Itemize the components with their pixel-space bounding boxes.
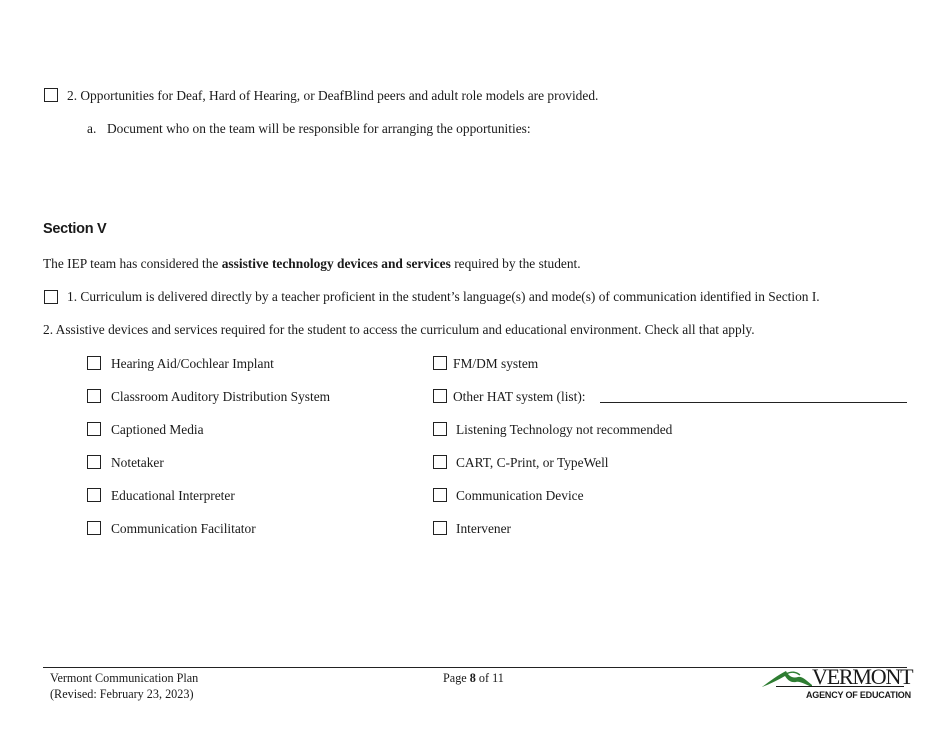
page-current: 8	[469, 671, 476, 685]
option-listening-not-recommended-checkbox[interactable]	[433, 422, 447, 436]
option-captioned-media-checkbox[interactable]	[87, 422, 101, 436]
logo-vermont-text: VERMONT	[812, 664, 913, 689]
page-suffix: of 11	[475, 671, 504, 685]
option-communication-device-label: Communication Device	[456, 488, 584, 503]
other-hat-fill-line[interactable]	[600, 402, 907, 403]
footer-page-number	[443, 670, 504, 687]
assistive-devices-prompt: 2. Assistive devices and services required for the student to access the curriculum and educational environment. Check all that apply.	[43, 322, 755, 337]
option-interpreter-label: Educational Interpreter	[111, 488, 235, 503]
option-facilitator-checkbox[interactable]	[87, 521, 101, 535]
mountain-logo-icon	[760, 667, 812, 691]
option-cart-checkbox[interactable]	[433, 455, 447, 469]
option-cart-label: CART, C-Print, or TypeWell	[456, 455, 609, 470]
option-listening-not-recommended-label: Listening Technology not recommended	[456, 422, 673, 437]
footer-revised-date: (Revised: February 23, 2023)	[50, 687, 194, 701]
logo-underline	[776, 686, 904, 687]
option-communication-device-checkbox[interactable]	[433, 488, 447, 502]
logo-agency-text: AGENCY OF EDUCATION	[806, 690, 911, 700]
option-hearing-aid-label: Hearing Aid/Cochlear Implant	[111, 356, 274, 371]
intro-text-before: The IEP team has considered the	[43, 256, 222, 271]
vermont-aoe-logo	[760, 664, 913, 705]
peers-opportunities-checkbox[interactable]	[44, 88, 58, 102]
curriculum-teacher-checkbox[interactable]	[44, 290, 58, 304]
footer-doc-title: Vermont Communication Plan	[50, 671, 199, 685]
peers-sub-label: Document who on the team will be responsible for arranging the opportunities:	[107, 121, 531, 136]
option-notetaker-label: Notetaker	[111, 455, 164, 470]
peers-opportunities-label: 2. Opportunities for Deaf, Hard of Hearing, or DeafBlind peers and adult role models are provided.	[67, 88, 599, 103]
option-hearing-aid-checkbox[interactable]	[87, 356, 101, 370]
option-notetaker-checkbox[interactable]	[87, 455, 101, 469]
option-fm-dm-checkbox[interactable]	[433, 356, 447, 370]
section-v-intro	[43, 256, 581, 272]
option-other-hat-label: Other HAT system (list):	[453, 389, 586, 404]
intro-text-after: required by the student.	[450, 256, 581, 271]
option-intervener-checkbox[interactable]	[433, 521, 447, 535]
option-interpreter-checkbox[interactable]	[87, 488, 101, 502]
option-other-hat-checkbox[interactable]	[433, 389, 447, 403]
option-classroom-audio-checkbox[interactable]	[87, 389, 101, 403]
option-captioned-media-label: Captioned Media	[111, 422, 204, 437]
option-facilitator-label: Communication Facilitator	[111, 521, 256, 536]
option-intervener-label: Intervener	[456, 521, 512, 536]
curriculum-teacher-label: 1. Curriculum is delivered directly by a teacher proficient in the student’s language(s) and mode(s) of communication identified in Section I.	[67, 289, 820, 304]
section-v-heading: Section V	[43, 221, 107, 237]
option-fm-dm-label: FM/DM system	[453, 356, 539, 371]
intro-text-bold: assistive technology devices and services	[221, 256, 451, 271]
peers-sub-marker: a.	[87, 121, 97, 136]
option-classroom-audio-label: Classroom Auditory Distribution System	[111, 389, 331, 404]
page-prefix: Page	[443, 671, 470, 685]
